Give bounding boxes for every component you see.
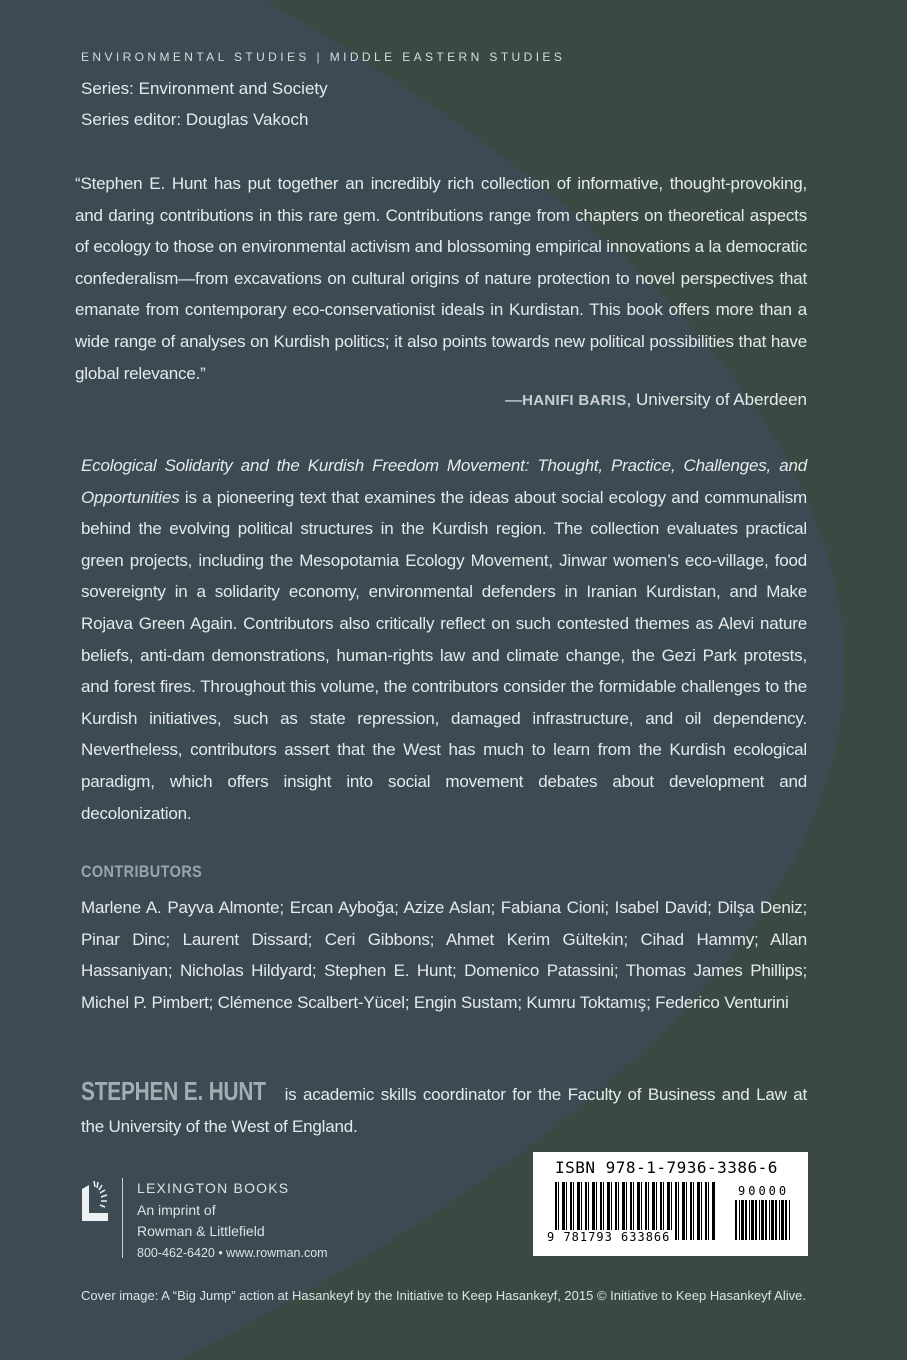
divider [122,1178,123,1258]
endorser-name: HANIFI BARIS [522,392,627,409]
cover-image-credit: Cover image: A “Big Jump” action at Hasankeyf by the Initiative to Keep Hasankeyf, 2015 © Initiative to Keep Hasankeyf Alive. [81,1288,806,1303]
parent-publisher: Rowman & Littlefield [137,1223,265,1239]
author-name: STEPHEN E. HUNT [81,1076,266,1106]
isbn-barcode [533,1152,808,1256]
series-editor: Series editor: Douglas Vakoch [81,110,309,129]
addon-bars [735,1200,791,1240]
author-bio-text: is academic skills coordinator for the Faculty of Business and Law at the University of the West of England. [81,1085,807,1136]
description-body: is a pioneering text that examines the ideas about social ecology and communalism behind the evolving political structures in the Kurdish region. The collection evaluates practical green projects, including the Mesopotamia Ecology Movement, Jinwar women’s eco-village, food sovereignty in a solidarity economy, environmental defenders in Iranian Kurdistan, and Make Rojava Green Again. Contributors also critically reflect on such contested themes as Alevi nature beliefs, anti-dam demonstrations, human-rights law and climate change, the Gezi Park protests, and forest fires. Throughout this volume, the contributors consider the formidable challenges to the Kurdish initiatives, such as state repression, damaged infrastructure, and oil dependency. Nevertheless, contributors assert that the West has much to learn from the Kurdish ecological paradigm, which offers insight into social movement debates about development and decolonization. [81,487,807,823]
contributors-heading: CONTRIBUTORS [81,862,203,881]
endorser-affiliation: , University of Aberdeen [626,390,807,409]
price-addon: 90000 [738,1184,790,1198]
book-description [81,450,807,829]
publisher-contact: 800-462-6420 • www.rowman.com [137,1245,328,1260]
dash: — [505,390,523,409]
isbn-text: ISBN 978-1-7936-3386-6 [555,1158,778,1177]
lexington-logo-icon [80,1175,110,1225]
publisher-name: LEXINGTON BOOKS [137,1180,290,1196]
contributors-list: Marlene A. Payva Almonte; Ercan Ayboğa; Azize Aslan; Fabiana Cioni; Isabel David; Dilşa Deniz; Pinar Dinc; Laurent Dissard; Ceri Gibbons; Ahmet Kerim Gültekin; Cihad Hammy; Allan Hassaniyan; Nicholas Hildyard; Stephen E. Hunt; Domenico Patassini; Thomas James Phillips; Michel P. Pimbert; Clémence Scalbert-Yücel; Engin Sustam; Kumru Toktamış; Federico Venturini [81,898,807,1012]
imprint-label: An imprint of [137,1201,216,1218]
author-bio [81,1076,807,1142]
subject-categories: ENVIRONMENTAL STUDIES | MIDDLE EASTERN STUDIES [81,50,566,64]
publisher-info [137,1178,328,1264]
ean-digits: 9 781793 633866 [547,1230,671,1244]
series-name: Series: Environment and Society [81,79,328,98]
book-title: Ecological Solidarity and the Kurdish Freedom Movement: Thought, Practice, Challenges, and Opportunities [81,456,807,507]
endorsement-attribution [81,390,807,410]
endorsement-quote: “Stephen E. Hunt has put together an incredibly rich collection of informative, thought-provoking, and daring contributions in this rare gem. Contributions range from chapters on theoretical aspects of ecology to those on environmental activism and blossoming empirical innovations a la democratic confederalism—from excavations on cultural origins of nature protection to novel perspectives that emanate from contemporary eco-conservationist ideals in Kurdistan. This book offers more than a wide range of analyses on Kurdish politics; it also points towards new political possibilities that have global relevance.” [75,174,807,383]
